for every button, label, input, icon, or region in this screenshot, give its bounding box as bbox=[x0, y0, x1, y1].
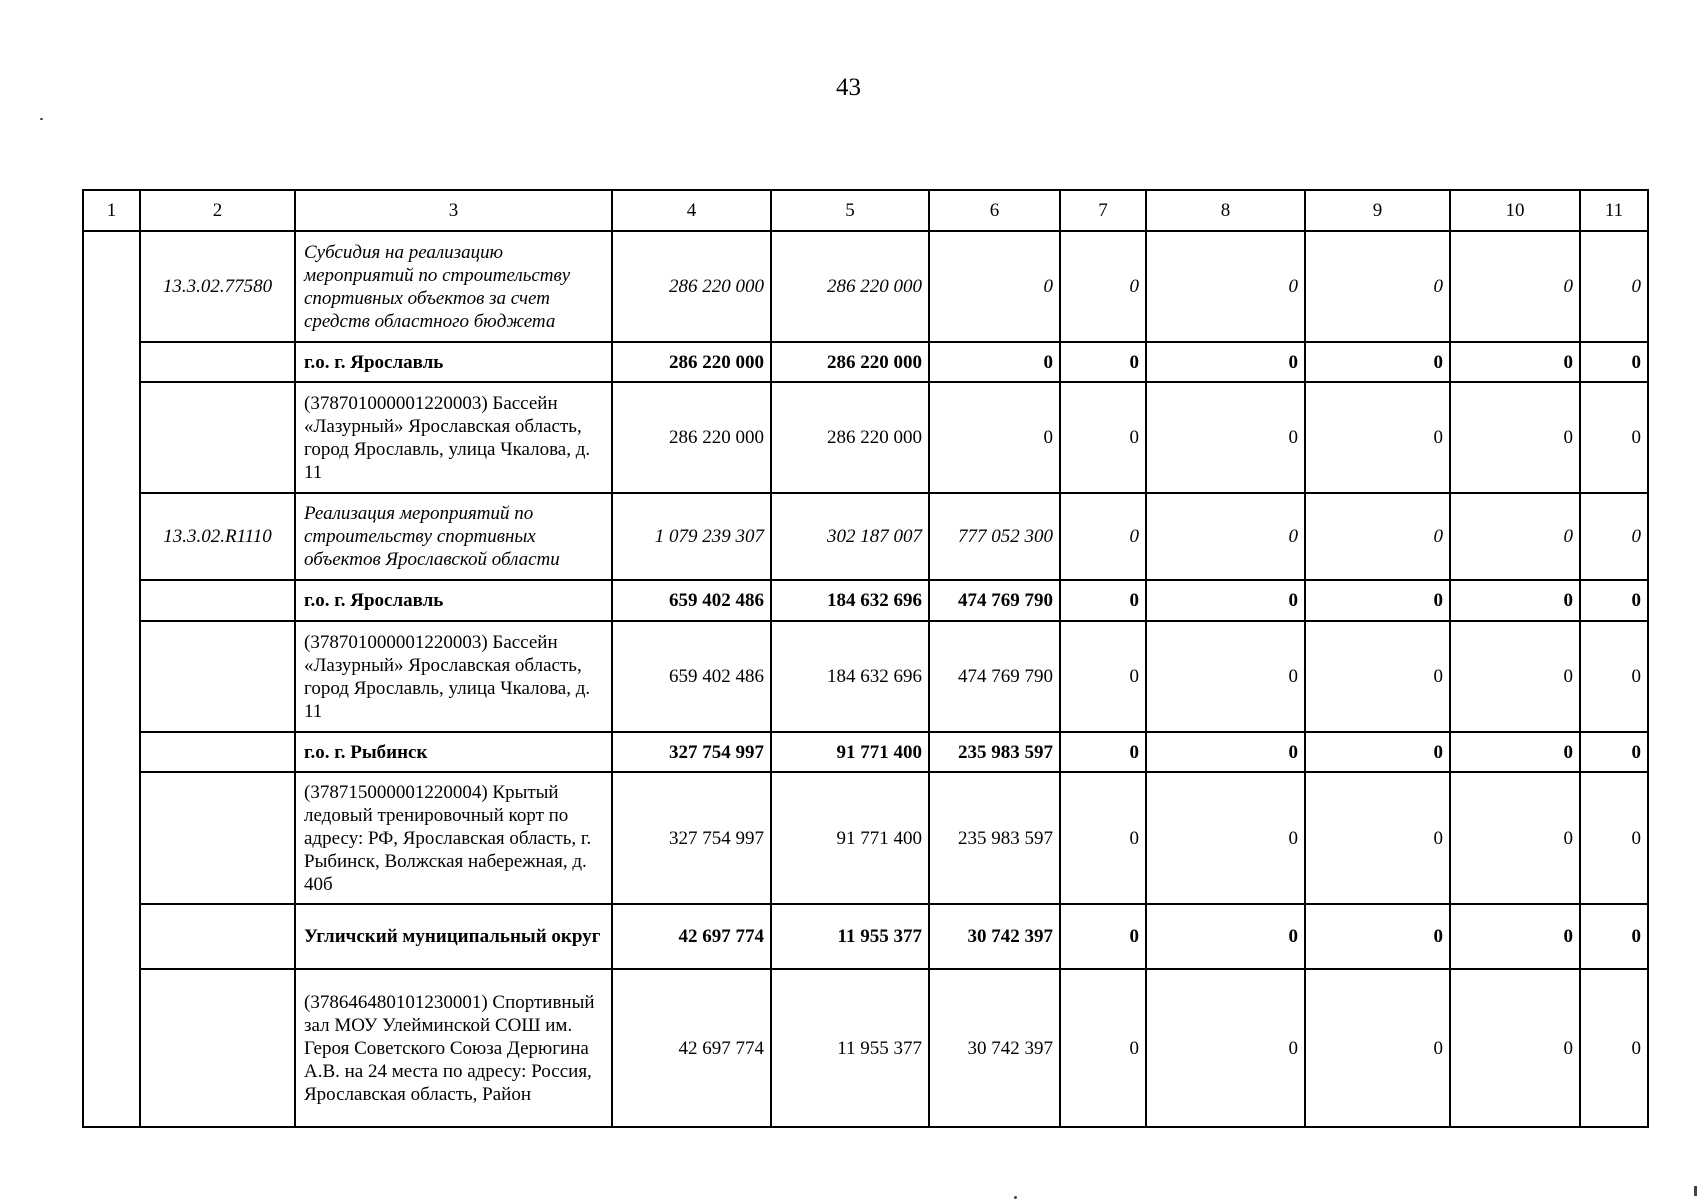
value-cell: 286 220 000 bbox=[771, 342, 929, 382]
value-cell: 42 697 774 bbox=[612, 904, 771, 969]
value-cell: 0 bbox=[1060, 231, 1146, 342]
value-cell: 30 742 397 bbox=[929, 904, 1060, 969]
value-cell: 235 983 597 bbox=[929, 772, 1060, 904]
table-row bbox=[83, 342, 1648, 382]
value-cell: 0 bbox=[1146, 342, 1305, 382]
item-name-cell: Субсидия на реализацию мероприятий по строительству спортивных объектов за счет средств областного бюджета bbox=[295, 231, 612, 342]
value-cell: 0 bbox=[1146, 382, 1305, 493]
value-cell: 184 632 696 bbox=[771, 580, 929, 621]
value-cell: 0 bbox=[1450, 382, 1580, 493]
item-name-cell: г.о. г. Ярославль bbox=[295, 580, 612, 621]
table-row bbox=[83, 493, 1648, 580]
column-number: 6 bbox=[929, 190, 1060, 231]
value-cell: 0 bbox=[1450, 342, 1580, 382]
table-row bbox=[83, 904, 1648, 969]
value-cell: 0 bbox=[1580, 382, 1648, 493]
budget-table bbox=[82, 189, 1649, 1128]
value-cell: 0 bbox=[1450, 904, 1580, 969]
value-cell: 0 bbox=[1580, 969, 1648, 1127]
budget-code-cell bbox=[140, 580, 295, 621]
value-cell: 1 079 239 307 bbox=[612, 493, 771, 580]
value-cell: 0 bbox=[1580, 493, 1648, 580]
column-number: 4 bbox=[612, 190, 771, 231]
budget-code-cell bbox=[140, 969, 295, 1127]
item-name-cell: г.о. г. Рыбинск bbox=[295, 732, 612, 772]
table-row bbox=[83, 621, 1648, 732]
value-cell: 42 697 774 bbox=[612, 969, 771, 1127]
value-cell: 0 bbox=[1305, 904, 1450, 969]
table-row bbox=[83, 382, 1648, 493]
item-name-cell: (378646480101230001) Спортивный зал МОУ Улейминской СОШ им. Героя Советского Союза Дерюгина А.В. на 24 места по адресу: Россия, Ярославская область, Район bbox=[295, 969, 612, 1127]
value-cell: 0 bbox=[1146, 580, 1305, 621]
value-cell: 0 bbox=[929, 231, 1060, 342]
value-cell: 474 769 790 bbox=[929, 580, 1060, 621]
value-cell: 474 769 790 bbox=[929, 621, 1060, 732]
table-row bbox=[83, 231, 1648, 342]
value-cell: 0 bbox=[1305, 732, 1450, 772]
column-number: 9 bbox=[1305, 190, 1450, 231]
value-cell: 0 bbox=[1060, 969, 1146, 1127]
budget-code-cell bbox=[140, 621, 295, 732]
value-cell: 0 bbox=[1060, 342, 1146, 382]
value-cell: 0 bbox=[1305, 772, 1450, 904]
scan-speck bbox=[40, 118, 43, 120]
value-cell: 30 742 397 bbox=[929, 969, 1060, 1127]
table-row bbox=[83, 772, 1648, 904]
item-name-cell: (378715000001220004) Крытый ледовый тренировочный корт по адресу: РФ, Ярославская область, г. Рыбинск, Волжская набережная, д. 40б bbox=[295, 772, 612, 904]
value-cell: 0 bbox=[1580, 621, 1648, 732]
column-number: 10 bbox=[1450, 190, 1580, 231]
budget-code-cell bbox=[140, 382, 295, 493]
value-cell: 0 bbox=[1146, 621, 1305, 732]
value-cell: 0 bbox=[1450, 493, 1580, 580]
value-cell: 659 402 486 bbox=[612, 580, 771, 621]
budget-code-cell: 13.3.02.R1110 bbox=[140, 493, 295, 580]
value-cell: 235 983 597 bbox=[929, 732, 1060, 772]
item-name-cell: (378701000001220003) Бассейн «Лазурный» Ярославская область, город Ярославль, улица Чкалова, д. 11 bbox=[295, 621, 612, 732]
value-cell: 0 bbox=[1060, 580, 1146, 621]
value-cell: 286 220 000 bbox=[612, 342, 771, 382]
value-cell: 0 bbox=[1146, 493, 1305, 580]
table-row bbox=[83, 580, 1648, 621]
value-cell: 0 bbox=[1305, 969, 1450, 1127]
value-cell: 0 bbox=[1305, 231, 1450, 342]
value-cell: 0 bbox=[1450, 772, 1580, 904]
column-number: 3 bbox=[295, 190, 612, 231]
value-cell: 302 187 007 bbox=[771, 493, 929, 580]
value-cell: 0 bbox=[1580, 580, 1648, 621]
value-cell: 327 754 997 bbox=[612, 732, 771, 772]
value-cell: 11 955 377 bbox=[771, 904, 929, 969]
value-cell: 0 bbox=[1580, 904, 1648, 969]
budget-code-cell bbox=[140, 772, 295, 904]
value-cell: 0 bbox=[1580, 231, 1648, 342]
value-cell: 0 bbox=[1580, 772, 1648, 904]
value-cell: 0 bbox=[929, 382, 1060, 493]
scan-speck bbox=[1014, 1196, 1017, 1199]
value-cell: 0 bbox=[1305, 382, 1450, 493]
item-name-cell: Реализация мероприятий по строительству спортивных объектов Ярославской области bbox=[295, 493, 612, 580]
budget-code-cell bbox=[140, 342, 295, 382]
value-cell: 659 402 486 bbox=[612, 621, 771, 732]
value-cell: 91 771 400 bbox=[771, 732, 929, 772]
item-name-cell: (378701000001220003) Бассейн «Лазурный» Ярославская область, город Ярославль, улица Чкалова, д. 11 bbox=[295, 382, 612, 493]
value-cell: 0 bbox=[1450, 621, 1580, 732]
column-number: 5 bbox=[771, 190, 929, 231]
value-cell: 0 bbox=[1060, 772, 1146, 904]
page-number: 43 bbox=[836, 74, 861, 101]
value-cell: 0 bbox=[1450, 231, 1580, 342]
value-cell: 0 bbox=[1060, 621, 1146, 732]
value-cell: 0 bbox=[1450, 732, 1580, 772]
budget-code-cell bbox=[140, 732, 295, 772]
value-cell: 0 bbox=[1146, 969, 1305, 1127]
value-cell: 0 bbox=[1305, 493, 1450, 580]
value-cell: 0 bbox=[1060, 382, 1146, 493]
budget-code-cell: 13.3.02.77580 bbox=[140, 231, 295, 342]
value-cell: 91 771 400 bbox=[771, 772, 929, 904]
value-cell: 0 bbox=[1580, 342, 1648, 382]
table-row bbox=[83, 732, 1648, 772]
column-number: 7 bbox=[1060, 190, 1146, 231]
value-cell: 286 220 000 bbox=[612, 231, 771, 342]
column-number: 1 bbox=[83, 190, 140, 231]
column-number: 8 bbox=[1146, 190, 1305, 231]
value-cell: 0 bbox=[1580, 732, 1648, 772]
item-name-cell: г.о. г. Ярославль bbox=[295, 342, 612, 382]
value-cell: 286 220 000 bbox=[771, 382, 929, 493]
item-name-cell: Угличский муниципальный округ bbox=[295, 904, 612, 969]
value-cell: 0 bbox=[1305, 621, 1450, 732]
value-cell: 0 bbox=[1146, 732, 1305, 772]
value-cell: 286 220 000 bbox=[771, 231, 929, 342]
value-cell: 0 bbox=[1146, 904, 1305, 969]
value-cell: 0 bbox=[1305, 580, 1450, 621]
value-cell: 777 052 300 bbox=[929, 493, 1060, 580]
value-cell: 286 220 000 bbox=[612, 382, 771, 493]
value-cell: 0 bbox=[929, 342, 1060, 382]
value-cell: 184 632 696 bbox=[771, 621, 929, 732]
value-cell: 327 754 997 bbox=[612, 772, 771, 904]
value-cell: 11 955 377 bbox=[771, 969, 929, 1127]
budget-code-cell bbox=[140, 904, 295, 969]
value-cell: 0 bbox=[1060, 732, 1146, 772]
value-cell: 0 bbox=[1060, 904, 1146, 969]
value-cell: 0 bbox=[1450, 969, 1580, 1127]
column-number-row bbox=[83, 190, 1648, 231]
value-cell: 0 bbox=[1305, 342, 1450, 382]
value-cell: 0 bbox=[1146, 231, 1305, 342]
column-number: 11 bbox=[1580, 190, 1648, 231]
value-cell: 0 bbox=[1060, 493, 1146, 580]
table-row bbox=[83, 969, 1648, 1127]
value-cell: 0 bbox=[1450, 580, 1580, 621]
group-number-cell bbox=[83, 231, 140, 1127]
column-number: 2 bbox=[140, 190, 295, 231]
value-cell: 0 bbox=[1146, 772, 1305, 904]
